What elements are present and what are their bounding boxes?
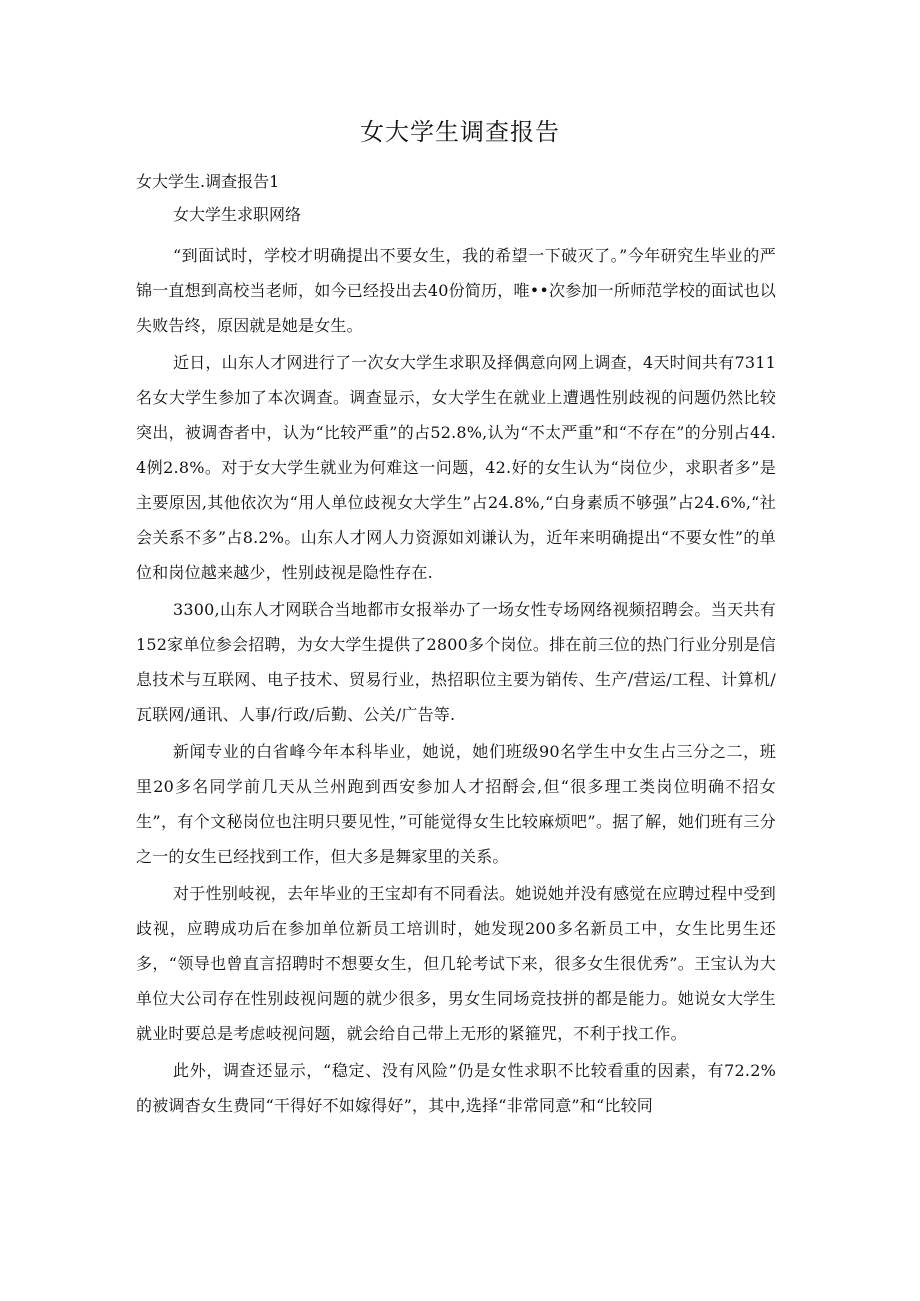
section-title: 女大学生求职网络 (173, 205, 302, 224)
document-title: 女大学生调查报告 (360, 118, 560, 146)
paragraph-1: “到面试时，学校才明确提出不要女生，我的希望一下破灭了。”今年研究生毕业的严锦一直想到高校当老师，如今已经投出去40份简历，唯••次参加一所师范学校的面试也以失败告终，原因就是她是女生。 (136, 246, 776, 335)
body-text (136, 238, 776, 1125)
paragraph-2: 近日，山东人才网进行了一次女大学生求职及择偶意向网上调查，4天时间共有7311名女大学生参加了本次调查。调查显示，女大学生在就业上遭遇性别歧视的问题仍然比较突出，被调杳者中，认为“比较严重”的占52.8%,认为“不太严重”和“不存在”的分别占44.4例2.8%。对于女大学生就业为何难这一问题，42.好的女生认为“岗位少，求职者多”是主要原因,其他依次为“用人单位歧视女大学生”占24.8%,“白身素质不够强”占24.6%,“社会关系不多”占8.2%。山东人才网人力资源如刘谦认为，近年来明确提出“不要女性”的单位和岗位越来越少，性别歧视是隐性存在. (136, 353, 776, 582)
paragraph-6: 此外，调查还显示，“稳定、没有风险”仍是女性求职不比较看重的因素，有72.2%的被调杳女生费同“干得好不如嫁得好”，其中,选择“非常同意”和“比较同 (136, 1061, 776, 1115)
paragraph-3: 3300,山东人才网联合当地都市女报举办了一场女性专场网络视频招聘会。当天共有152家单位参会招聘，为女大学生提供了2800多个岗位。排在前三位的热门行业分别是信息技术与互联网、电子技术、贸易行业，热招职位主要为销传、生产/营运/工程、计算机/瓦联网/通讯、人事/行政/后勤、公关/广告等. (136, 600, 776, 724)
paragraph-5: 对于性别岐视，去年毕业的王宝却有不同看法。她说她并没有感觉在应聘过程中受到歧视，应聘成功后在参加单位新员工培训时，她发现200多名新员工中，女生比男生还多，“领导也曾直言招聘时不想要女生，但几轮考试下来，很多女生很优秀”。王宝认为大单位大公司存在性别歧视问题的就少很多，男女生同场竞技拼的都是能力。她说女大学生就业时要总是考虑岐视问题，就会给自己带上无形的紧箍咒，不利于找工作。 (136, 884, 776, 1043)
paragraph-4: 新闻专业的白省峰今年本科毕业，她说，她们班级90名学生中女生占三分之二，班里20多名同学前几天从兰州跑到西安参加人才招酹会,但“很多理工类岗位明确不招女生”，有个文秘岗位也注明只要见性，”可能觉得女生比较麻烦吧”。据了解，她们班有三分之一的女生已经找到工作，但大多是舞家里的关系。 (136, 742, 776, 866)
document-subtitle: 女大学生.调查报告1 (136, 172, 280, 191)
